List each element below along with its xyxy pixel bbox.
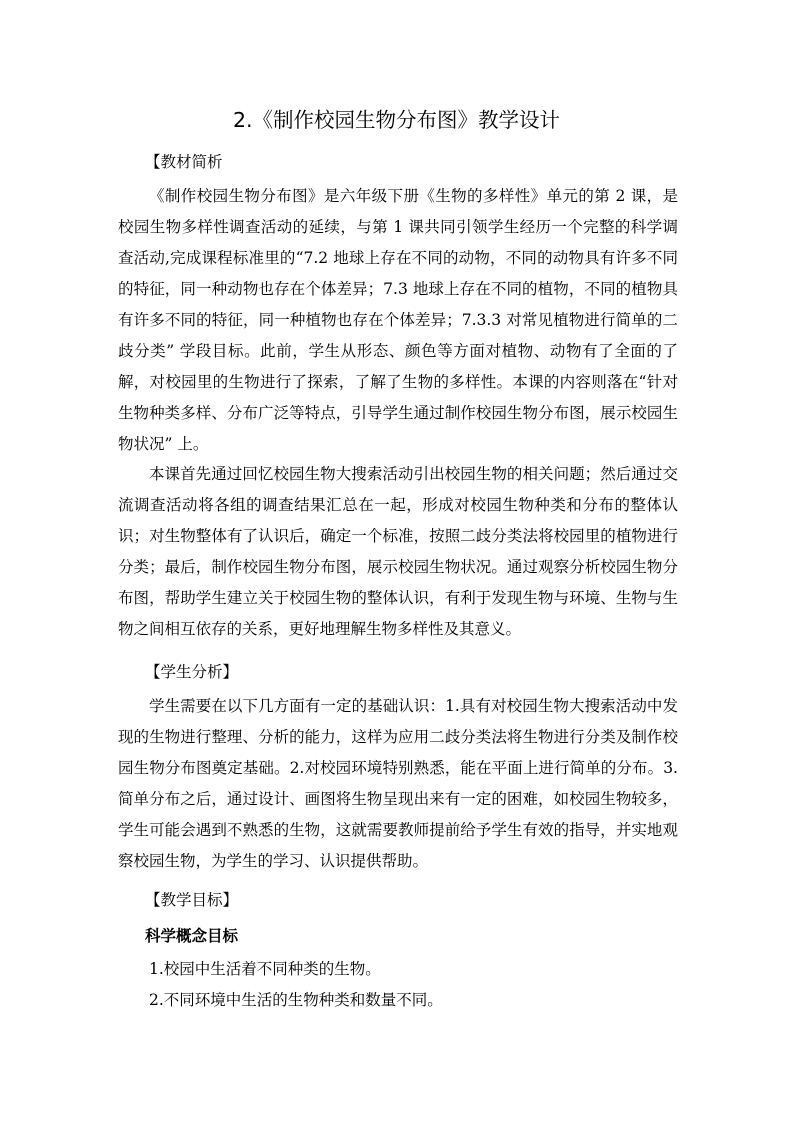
document-title: 2.《制作校园生物分布图》教学设计 — [232, 108, 561, 132]
goal-item-1: 1.校园中生活着不同种类的生物。 — [149, 960, 381, 978]
goal-item-2: 2.不同环境中生活的生物种类和数量不同。 — [149, 991, 443, 1009]
paragraph-student-analysis: 学生需要在以下几方面有一定的基础认识：1.具有对校园生物大搜索活动中发现的生物进行整理、分析的能力，这样为应用二歧分类法将生物进行分类及制作校园生物分布图奠定基础。2.对校园环境特别熟悉，能在平面上进行简单的分布。3.简单分布之后，通过设计、画图将生物呈现出来有一定的困难，如校园生物较多，学生可能会遇到不熟悉的生物，这就需要教师提前给予学生有效的指导，并实地观察校园生物，为学生的学习、认识提供帮助。 — [118, 697, 678, 870]
section-heading-textbook-analysis: 【教材简析 — [145, 153, 223, 171]
section-heading-student-analysis: 【学生分析】 — [145, 663, 239, 681]
subheading-science-concept-goals: 科学概念目标 — [145, 927, 239, 945]
paragraph-textbook-analysis-2: 本课首先通过回忆校园生物大搜索活动引出校园生物的相关问题；然后通过交流调查活动将各组的调查结果汇总在一起，形成对校园生物种类和分布的整体认识；对生物整体有了认识后，确定一个标准，按照二歧分类法将校园里的植物进行分类；最后，制作校园生物分布图，展示校园生物状况。通过观察分析校园生物分布图，帮助学生建立关于校园生物的整体认识，有利于发现生物与环境、生物与生物之间相互依存的关系，更好地理解生物多样性及其意义。 — [118, 465, 678, 638]
paragraph-textbook-analysis-1: 《制作校园生物分布图》是六年级下册《生物的多样性》单元的第 2 课，是校园生物多样性调查活动的延续，与第 1 课共同引领学生经历一个完整的科学调查活动,完成课程标准里的“7.2 地球上存在不同的动物，不同的动物具有许多不同的特征，同一种动物也存在个体差异；7.3 地球上存在不同的植物，不同的植物具有许多不同的特征，同一种植物也存在个体差异；7.3.3 对常见植物进行简单的二歧分类” 学段目标。此前，学生从形态、颜色等方面对植物、动物有了全面的了解，对校园里的生物进行了探索，了解了生物的多样性。本课的内容则落在“针对生物种类多样、分布广泛等特点，引导学生通过制作校园生物分布图，展示校园生物状况” 上。 — [118, 187, 678, 453]
section-heading-teaching-goals: 【教学目标】 — [145, 891, 239, 909]
